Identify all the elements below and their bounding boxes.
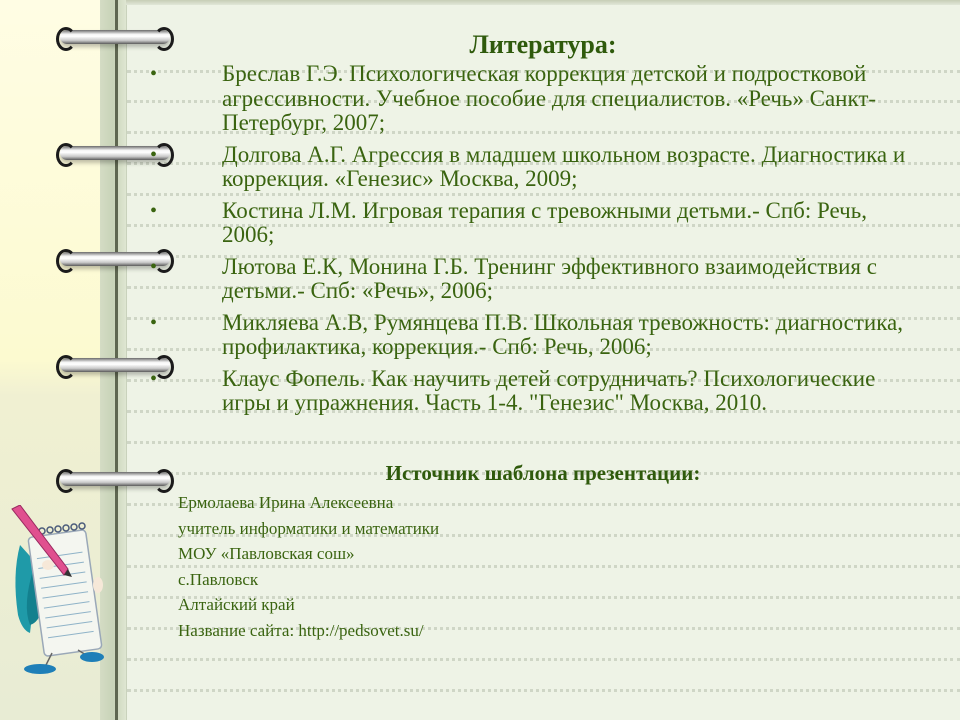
notepad-character-with-pen-icon bbox=[8, 505, 108, 675]
reference-item bbox=[150, 62, 910, 136]
reference-text: Бреслав Г.Э. Психологическая коррекция детской и подростковой агрессивности. Учебное пособие для специалистов. «Речь» Санкт- Петербург, 2007; bbox=[222, 61, 877, 135]
reference-item bbox=[150, 255, 910, 304]
page-top-edge bbox=[126, 0, 960, 5]
author-position: учитель информатики и математики bbox=[178, 518, 440, 538]
reference-text: Микляева А.В, Румянцева П.В. Школьная тревожность: диагностика, профилактика, коррекция.- Спб: Речь, 2006; bbox=[222, 309, 904, 359]
author-name: Ермолаева Ирина Алексеевна bbox=[178, 493, 394, 512]
author-village: с.Павловск bbox=[178, 569, 259, 589]
dotted-rule bbox=[127, 441, 960, 444]
author-website[interactable]: Название сайта: http://pedsovet.su/ bbox=[178, 620, 424, 640]
slide-title: Литература: bbox=[469, 30, 617, 59]
bullet-icon: • bbox=[150, 143, 158, 166]
bullet-icon: • bbox=[150, 311, 158, 334]
reference-text: Долгова А.Г. Агрессия в младшем школьном возрасте. Диагностика и коррекция. «Генезис» Москва, 2009; bbox=[222, 141, 906, 191]
bullet-icon: • bbox=[150, 199, 158, 222]
bullet-icon: • bbox=[150, 63, 158, 85]
source-title: Источник шаблона презентации: bbox=[385, 461, 701, 485]
reference-item bbox=[150, 367, 910, 416]
author-school: МОУ «Павловская сош» bbox=[178, 544, 355, 564]
bullet-icon: • bbox=[150, 367, 158, 390]
author-block bbox=[178, 490, 439, 644]
reference-text: Костина Л.М. Игровая терапия с тревожными детьми.- Спб: Речь, 2006; bbox=[222, 197, 867, 247]
reference-item bbox=[150, 311, 910, 360]
author-region: Алтайский край bbox=[178, 595, 295, 615]
dotted-rule bbox=[127, 689, 960, 692]
reference-text: Клаус Фопель. Как научить детей сотрудничать? Психологические игры и упражнения. Часть 1-4. "Генезис" Москва, 2010. bbox=[222, 365, 876, 415]
reference-item bbox=[150, 143, 910, 192]
reference-item bbox=[150, 199, 910, 248]
reference-text: Лютова Е.К, Монина Г.Б. Тренинг эффективного взаимодействия с детьми.- Спб: «Речь», 2006; bbox=[222, 253, 877, 303]
bullet-icon: • bbox=[150, 255, 158, 278]
reference-list bbox=[150, 62, 910, 423]
dotted-rule bbox=[127, 658, 960, 661]
